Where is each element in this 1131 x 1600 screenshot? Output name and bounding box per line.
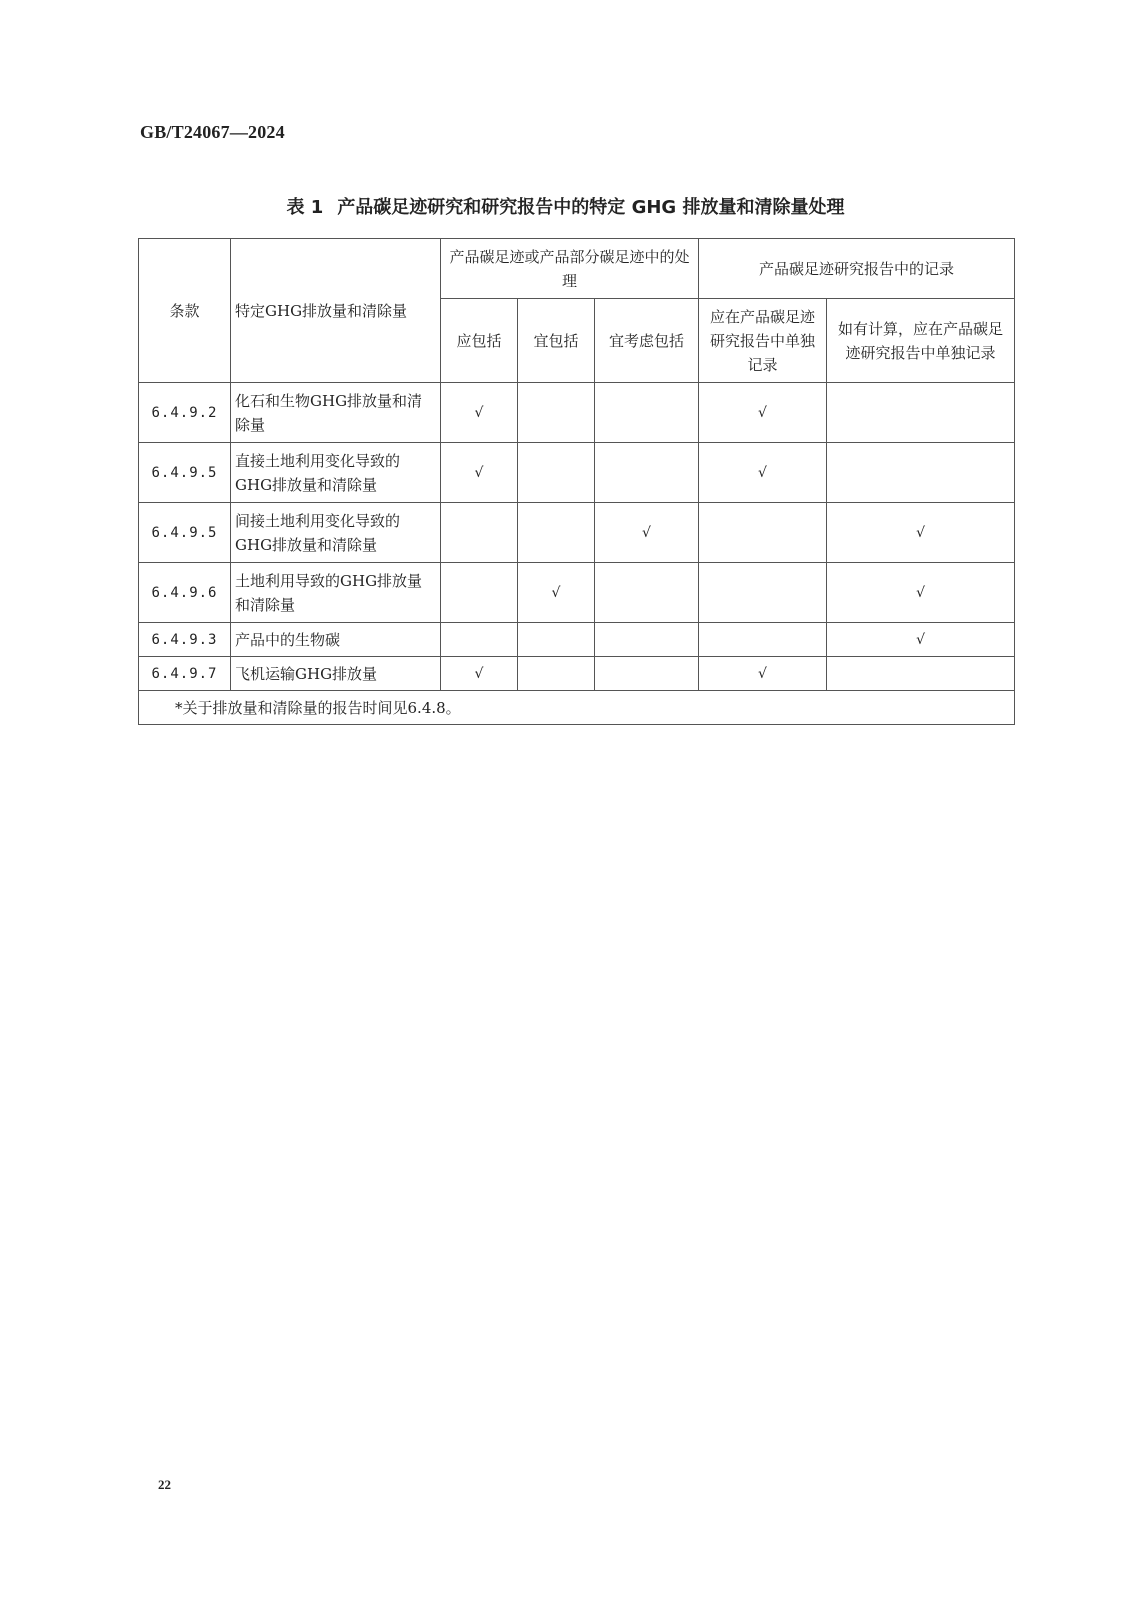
check-consider-include: √ [595,503,699,563]
check-shall-include: √ [441,443,518,503]
header-specific-ghg: 特定GHG排放量和清除量 [231,239,441,383]
check-should-include [518,657,595,691]
row-item: 飞机运输GHG排放量 [231,657,441,691]
check-consider-include [595,443,699,503]
row-item: 产品中的生物碳 [231,623,441,657]
check-if-calculated-record [827,443,1015,503]
check-if-calculated-record [827,657,1015,691]
header-should-include: 宜包括 [518,299,595,383]
row-clause: 6.4.9.6 [139,563,231,623]
table-title-text: 产品碳足迹研究和研究报告中的特定 GHG 排放量和清除量处理 [337,197,845,218]
check-consider-include [595,623,699,657]
row-item: 间接土地利用变化导致的GHG排放量和清除量 [231,503,441,563]
row-clause: 6.4.9.5 [139,503,231,563]
table-row [139,657,1015,691]
header-group-record: 产品碳足迹研究报告中的记录 [699,239,1015,299]
check-shall-record: √ [699,383,827,443]
row-clause: 6.4.9.7 [139,657,231,691]
table-row [139,623,1015,657]
header-group-treatment: 产品碳足迹或产品部分碳足迹中的处理 [441,239,699,299]
check-if-calculated-record: √ [827,623,1015,657]
table-row [139,383,1015,443]
standard-number: GB/T24067—2024 [140,122,285,142]
header-consider-include: 宜考虑包括 [595,299,699,383]
page-number: 22 [158,1477,171,1492]
check-should-include [518,623,595,657]
header-shall-include: 应包括 [441,299,518,383]
check-should-include [518,503,595,563]
check-consider-include [595,657,699,691]
table-row [139,503,1015,563]
check-shall-record [699,503,827,563]
check-consider-include [595,563,699,623]
row-clause: 6.4.9.5 [139,443,231,503]
row-item: 直接土地利用变化导致的GHG排放量和清除量 [231,443,441,503]
row-item: 土地利用导致的GHG排放量和清除量 [231,563,441,623]
check-if-calculated-record [827,383,1015,443]
check-should-include [518,383,595,443]
header-shall-record: 应在产品碳足迹研究报告中单独记录 [699,299,827,383]
check-if-calculated-record: √ [827,503,1015,563]
ghg-treatment-table [138,238,1015,725]
check-should-include: √ [518,563,595,623]
check-should-include [518,443,595,503]
check-shall-include: √ [441,657,518,691]
check-consider-include [595,383,699,443]
header-if-calculated-record: 如有计算，应在产品碳足迹研究报告中单独记录 [827,299,1015,383]
table-row [139,563,1015,623]
row-clause: 6.4.9.3 [139,623,231,657]
row-clause: 6.4.9.2 [139,383,231,443]
check-shall-include: √ [441,383,518,443]
check-shall-include [441,503,518,563]
table-title [0,193,1131,219]
check-shall-include [441,623,518,657]
table-row [139,443,1015,503]
row-item: 化石和生物GHG排放量和清除量 [231,383,441,443]
check-shall-record: √ [699,443,827,503]
table-note: *关于排放量和清除量的报告时间见6.4.8。 [139,691,1015,725]
check-shall-include [441,563,518,623]
header-clause: 条款 [139,239,231,383]
table-number: 表 1 [286,197,324,218]
check-shall-record [699,563,827,623]
check-shall-record: √ [699,657,827,691]
check-if-calculated-record: √ [827,563,1015,623]
check-shall-record [699,623,827,657]
